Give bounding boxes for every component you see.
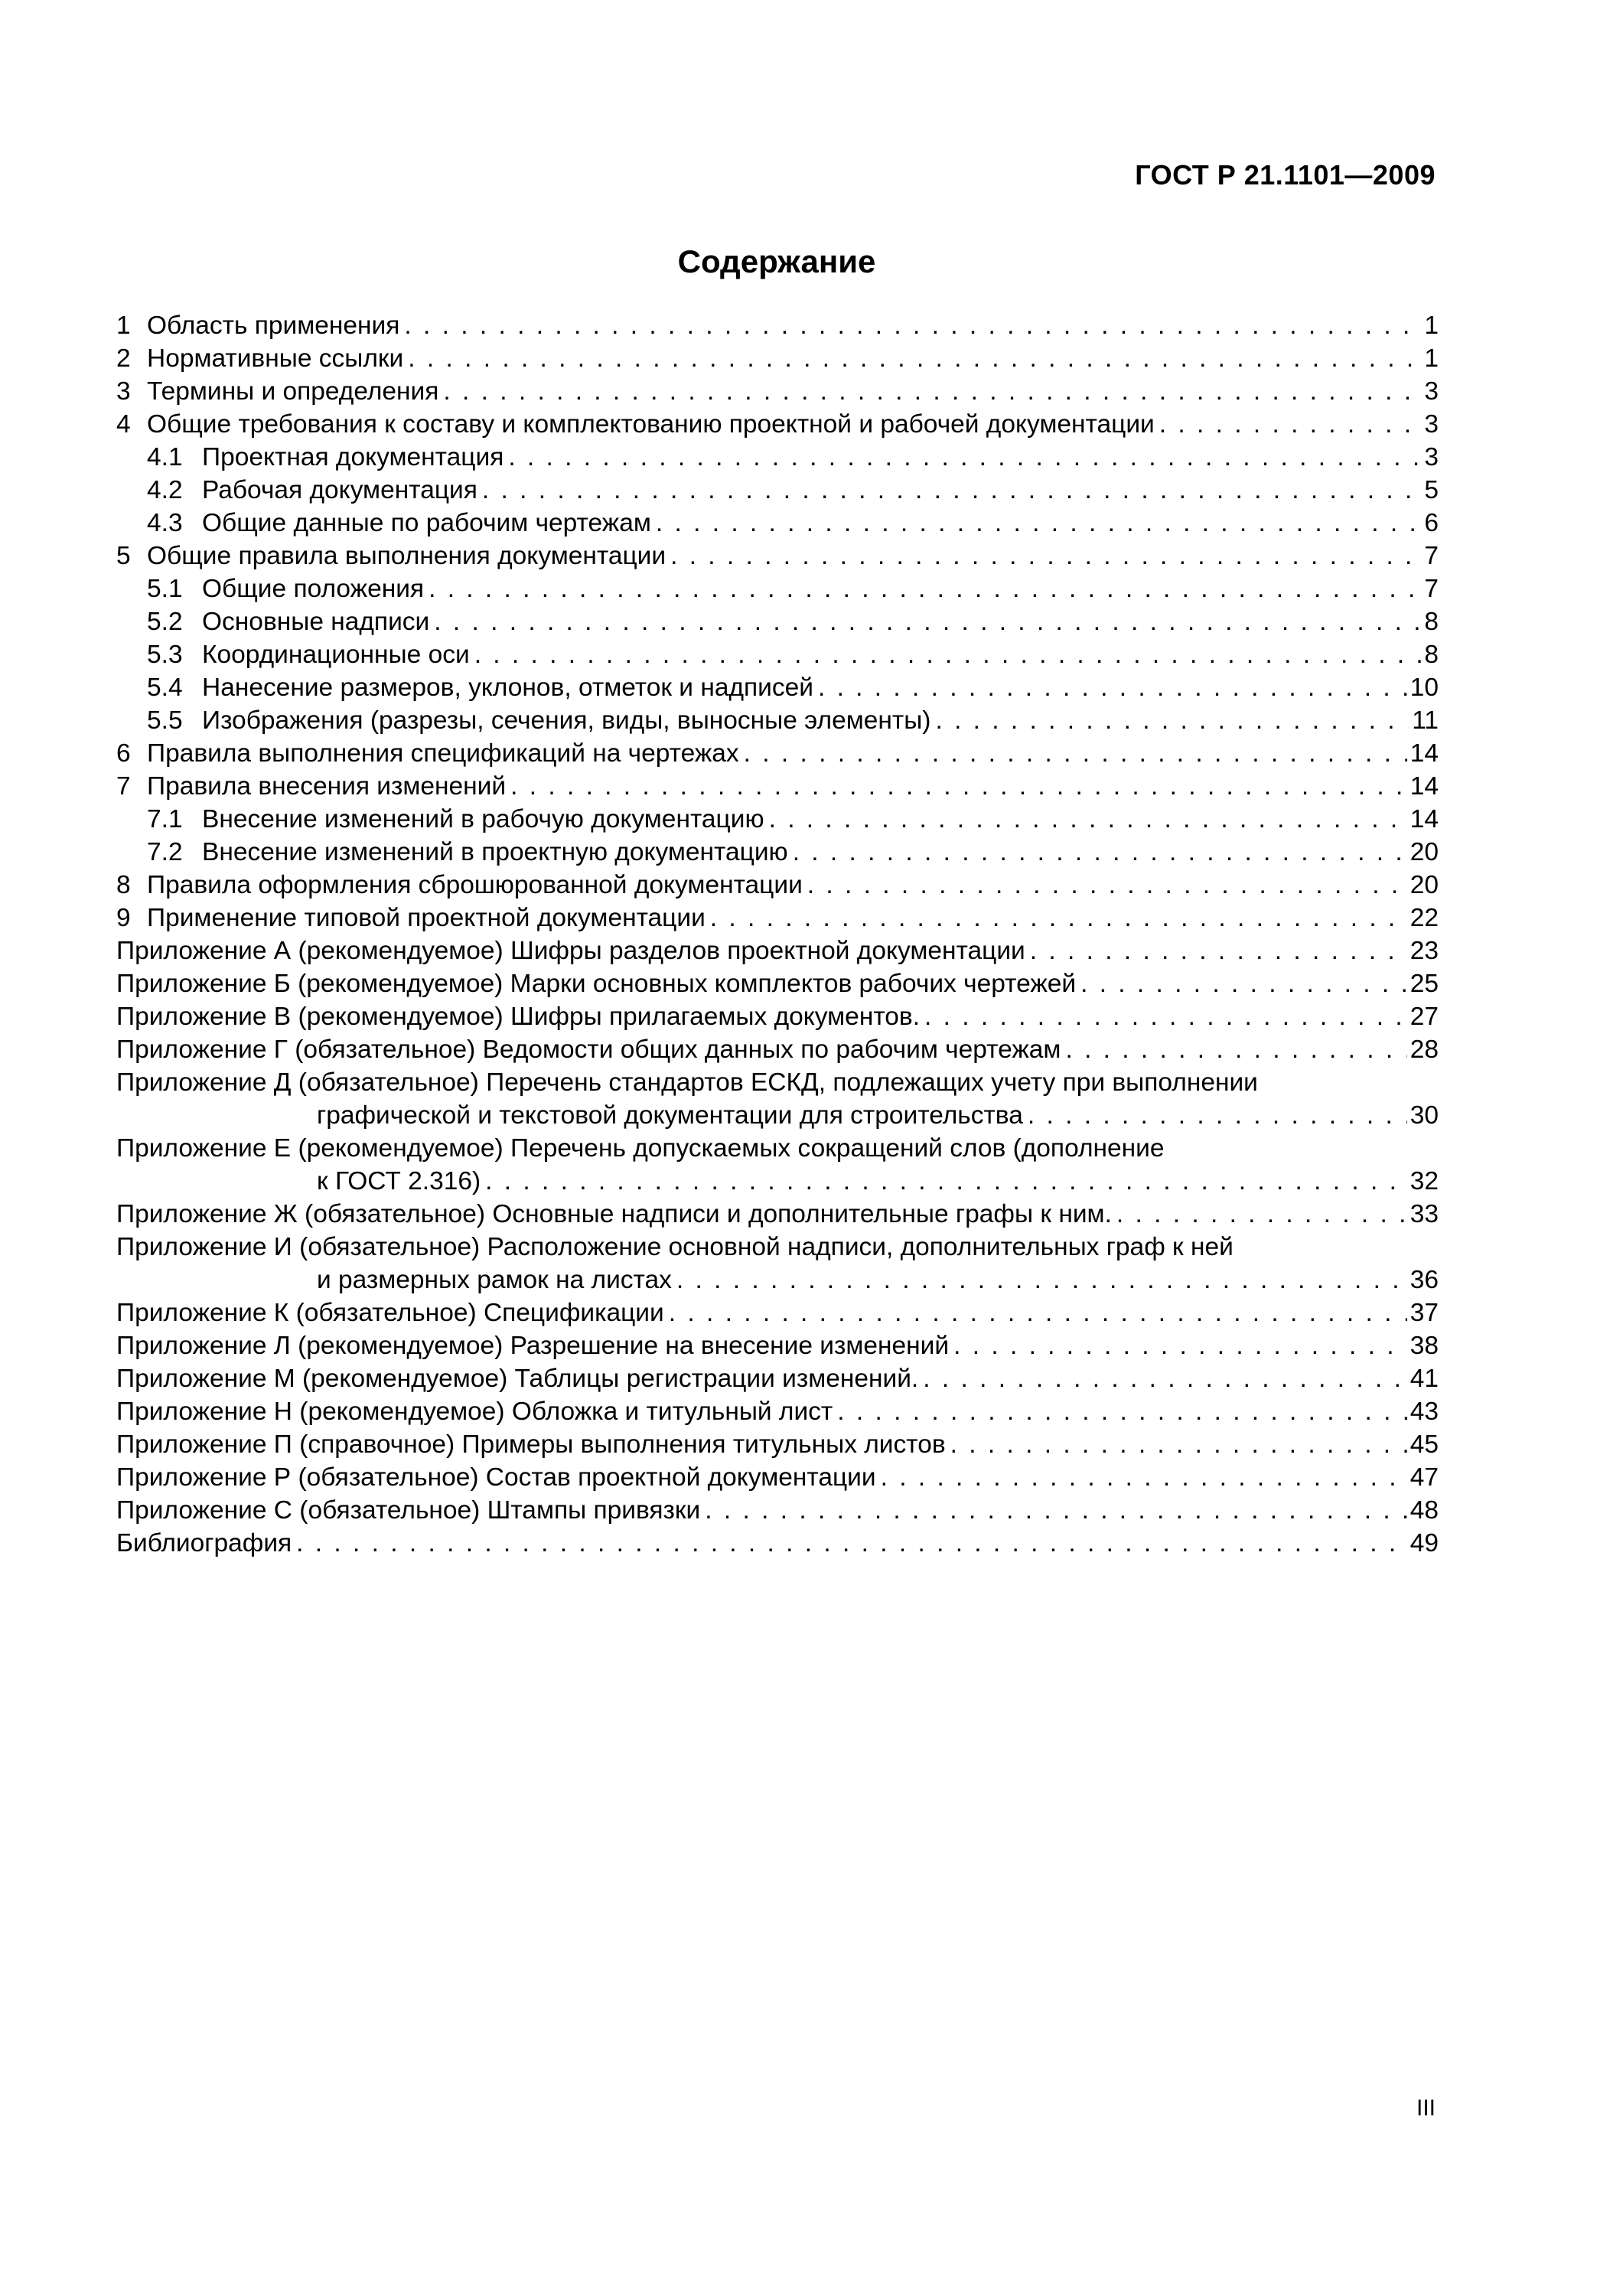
toc-entry-title: Приложение Ж (обязательное) Основные надписи и дополнительные графы к ним.	[116, 1200, 1112, 1228]
toc-entry-number: 9	[116, 904, 131, 932]
toc-entry-line	[116, 1033, 1439, 1066]
toc-entry-title: Область применения	[147, 311, 400, 340]
page-number: III	[1416, 2095, 1436, 2121]
toc-entry-title: Применение типовой проектной документации	[147, 904, 706, 932]
toc-entry-line	[116, 1198, 1439, 1231]
toc-entry-page: 1	[1424, 344, 1439, 373]
toc-entry-number: 2	[116, 344, 131, 373]
toc-leader-dots	[949, 1329, 1407, 1362]
toc-entry	[116, 605, 1439, 638]
toc-entry-title: Внесение изменений в рабочую документацию	[202, 805, 764, 833]
toc-leader-dots	[666, 540, 1421, 572]
toc-entry-title: Приложение К (обязательное) Спецификации	[116, 1299, 664, 1327]
toc-entry-line	[116, 967, 1439, 1000]
toc-leader-dots	[506, 770, 1407, 803]
toc-entry-page: 30	[1410, 1101, 1439, 1130]
toc-leader-dots	[803, 869, 1407, 902]
toc-entry-line	[116, 1362, 1439, 1395]
toc-entry-number: 6	[116, 739, 131, 768]
toc-entry-page: 3	[1424, 443, 1439, 471]
toc-entry-line	[116, 540, 1439, 572]
toc-entry	[116, 474, 1439, 507]
toc-entry	[116, 572, 1439, 605]
toc-entry-line	[116, 1066, 1439, 1099]
toc-entry	[116, 375, 1439, 408]
toc-entry-title-cont: и размерных рамок на листах	[317, 1266, 672, 1294]
toc-entry-line	[116, 1428, 1439, 1461]
toc-entry-line	[116, 902, 1439, 934]
toc-entry-title: Приложение Л (рекомендуемое) Разрешение на внесение изменений	[116, 1332, 950, 1360]
toc-entry-continuation	[116, 1099, 1439, 1132]
toc-leader-dots	[429, 605, 1421, 638]
toc-leader-dots	[1076, 967, 1407, 1000]
toc-entry	[116, 342, 1439, 375]
toc-entry-line	[116, 441, 1439, 474]
toc-entry-number: 5.4	[147, 673, 183, 702]
toc-entry-page: 23	[1410, 937, 1439, 965]
toc-entry	[116, 1231, 1439, 1296]
toc-entry-page: 10	[1410, 673, 1439, 702]
toc-leader-dots	[764, 803, 1407, 836]
toc-entry-line	[116, 1461, 1439, 1494]
toc-entry-title: Общие положения	[202, 575, 425, 603]
toc-entry	[116, 737, 1439, 770]
toc-entry	[116, 1000, 1439, 1033]
toc-entry	[116, 671, 1439, 704]
toc-entry-title: Приложение П (справочное) Примеры выполнения титульных листов	[116, 1430, 946, 1459]
toc-entry	[116, 902, 1439, 934]
toc-leader-dots	[833, 1395, 1406, 1428]
toc-entry-page: 8	[1424, 641, 1439, 669]
toc-leader-dots	[1112, 1198, 1407, 1231]
toc-entry-line	[116, 1494, 1439, 1527]
toc-entry-page: 20	[1410, 871, 1439, 899]
toc-entry-page: 8	[1424, 608, 1439, 636]
toc-leader-dots	[918, 1362, 1407, 1395]
toc-entry-page: 33	[1410, 1200, 1439, 1228]
toc-entry-number: 1	[116, 311, 131, 340]
toc-entry-page: 7	[1424, 575, 1439, 603]
toc-entry-page: 11	[1412, 706, 1439, 735]
toc-entry-title-cont: графической и текстовой документации для строительства	[317, 1101, 1023, 1130]
toc-entry-page: 1	[1424, 311, 1439, 340]
toc-entry-title-cont: к ГОСТ 2.316)	[317, 1167, 481, 1195]
toc-leader-dots	[920, 1000, 1407, 1033]
toc-entry-title: Рабочая документация	[202, 476, 477, 504]
toc-entry-number: 5.5	[147, 706, 183, 735]
toc-entry-title: Приложение Д (обязательное) Перечень стандартов ЕСКД, подлежащих учету при выполнении	[116, 1068, 1258, 1097]
toc-entry-page: 14	[1410, 772, 1439, 801]
toc-entry-page: 22	[1410, 904, 1439, 932]
toc-entry-title: Приложение Г (обязательное) Ведомости общих данных по рабочим чертежам	[116, 1035, 1061, 1064]
toc-leader-dots	[504, 441, 1421, 474]
toc-entry-title: Библиография	[116, 1529, 292, 1557]
toc-entry-page: 41	[1410, 1365, 1439, 1393]
toc-entry-title: Нормативные ссылки	[147, 344, 404, 373]
toc-entry-title: Приложение И (обязательное) Расположение основной надписи, дополнительных граф к ней	[116, 1233, 1234, 1261]
toc-entry	[116, 869, 1439, 902]
toc-entry	[116, 1198, 1439, 1231]
toc-entry-line	[116, 704, 1439, 737]
toc-entry-page: 43	[1410, 1397, 1439, 1426]
toc-entry	[116, 309, 1439, 342]
toc-entry	[116, 770, 1439, 803]
toc-entry-page: 28	[1410, 1035, 1439, 1064]
toc-entry	[116, 1527, 1439, 1560]
toc-entry-title: Правила выполнения спецификаций на чертежах	[147, 739, 739, 768]
document-code: ГОСТ Р 21.1101—2009	[1135, 159, 1436, 191]
toc-entry-line	[116, 375, 1439, 408]
toc-entry-page: 36	[1410, 1266, 1439, 1294]
toc-entry	[116, 1132, 1439, 1198]
toc-entry-number: 4.3	[147, 509, 183, 537]
toc-leader-dots	[651, 507, 1422, 540]
toc-entry-line	[116, 1395, 1439, 1428]
toc-leader-dots	[788, 836, 1407, 869]
toc-entry-line	[116, 1527, 1439, 1560]
toc-entry-title: Приложение Н (рекомендуемое) Обложка и титульный лист	[116, 1397, 833, 1426]
toc-entry-page: 48	[1410, 1496, 1439, 1525]
table-of-contents	[116, 309, 1439, 1560]
toc-entry-title: Приложение Б (рекомендуемое) Марки основных комплектов рабочих чертежей	[116, 970, 1077, 998]
toc-entry-title: Правила оформления сброшюрованной документации	[147, 871, 803, 899]
toc-entry	[116, 1066, 1439, 1132]
toc-entry-number: 8	[116, 871, 131, 899]
toc-leader-dots	[946, 1428, 1407, 1461]
toc-entry-line	[116, 572, 1439, 605]
toc-entry-title: Общие требования к составу и комплектованию проектной и рабочей документации	[147, 410, 1155, 439]
toc-entry	[116, 441, 1439, 474]
toc-entry-title: Основные надписи	[202, 608, 430, 636]
toc-entry	[116, 803, 1439, 836]
toc-entry-number: 4.2	[147, 476, 183, 504]
toc-entry-line	[116, 408, 1439, 441]
toc-entry-page: 3	[1424, 377, 1439, 406]
toc-leader-dots	[1061, 1033, 1406, 1066]
toc-entry	[116, 1329, 1439, 1362]
toc-entry-number: 5.3	[147, 641, 183, 669]
toc-leader-dots	[1155, 408, 1422, 441]
toc-leader-dots	[403, 342, 1421, 375]
toc-entry	[116, 638, 1439, 671]
toc-entry-page: 45	[1410, 1430, 1439, 1459]
toc-entry	[116, 540, 1439, 572]
toc-leader-dots	[700, 1494, 1406, 1527]
toc-entry-line	[116, 1231, 1439, 1264]
toc-entry	[116, 967, 1439, 1000]
toc-entry	[116, 1461, 1439, 1494]
toc-entry	[116, 408, 1439, 441]
toc-entry-page: 5	[1424, 476, 1439, 504]
toc-leader-dots	[706, 902, 1407, 934]
toc-entry-number: 5.1	[147, 575, 183, 603]
toc-entry-line	[116, 737, 1439, 770]
toc-leader-dots	[424, 572, 1421, 605]
toc-entry-title: Правила внесения изменений	[147, 772, 507, 801]
toc-entry-title: Приложение А (рекомендуемое) Шифры разделов проектной документации	[116, 937, 1025, 965]
toc-entry-page: 14	[1410, 739, 1439, 768]
toc-entry-page: 25	[1410, 970, 1439, 998]
toc-leader-dots	[813, 671, 1407, 704]
toc-leader-dots	[399, 309, 1421, 342]
toc-entry-title: Координационные оси	[202, 641, 470, 669]
toc-entry	[116, 934, 1439, 967]
toc-entry-number: 4.1	[147, 443, 183, 471]
toc-entry-line	[116, 770, 1439, 803]
toc-leader-dots	[1023, 1099, 1407, 1132]
toc-entry-number: 4	[116, 410, 131, 439]
toc-entry-page: 20	[1410, 838, 1439, 866]
toc-entry-page: 38	[1410, 1332, 1439, 1360]
toc-entry-title: Общие правила выполнения документации	[147, 542, 666, 570]
toc-entry-line	[116, 605, 1439, 638]
toc-entry-number: 7	[116, 772, 131, 801]
toc-entry-line	[116, 934, 1439, 967]
toc-entry-line	[116, 1296, 1439, 1329]
toc-entry	[116, 1428, 1439, 1461]
toc-entry-title: Изображения (разрезы, сечения, виды, выносные элементы)	[202, 706, 931, 735]
toc-entry-title: Внесение изменений в проектную документацию	[202, 838, 788, 866]
toc-leader-dots	[292, 1527, 1407, 1560]
toc-entry-number: 5	[116, 542, 131, 570]
toc-title: Содержание	[677, 243, 876, 279]
toc-entry	[116, 1494, 1439, 1527]
toc-entry-title: Общие данные по рабочим чертежам	[202, 509, 651, 537]
toc-leader-dots	[672, 1264, 1407, 1296]
toc-entry-page: 32	[1410, 1167, 1439, 1195]
toc-entry	[116, 1362, 1439, 1395]
toc-leader-dots	[664, 1296, 1407, 1329]
toc-entry-line	[116, 1132, 1439, 1165]
toc-entry-title: Приложение Р (обязательное) Состав проектной документации	[116, 1463, 876, 1492]
toc-entry-page: 37	[1410, 1299, 1439, 1327]
toc-entry	[116, 507, 1439, 540]
toc-entry-line	[116, 638, 1439, 671]
toc-entry-title: Термины и определения	[147, 377, 439, 406]
toc-entry-line	[116, 1000, 1439, 1033]
toc-entry	[116, 704, 1439, 737]
toc-entry	[116, 1395, 1439, 1428]
toc-entry-page: 14	[1410, 805, 1439, 833]
toc-entry-line	[116, 803, 1439, 836]
toc-entry	[116, 1033, 1439, 1066]
toc-entry-line	[116, 836, 1439, 869]
toc-entry-title: Приложение В (рекомендуемое) Шифры прилагаемых документов.	[116, 1003, 921, 1031]
toc-entry-page: 3	[1424, 410, 1439, 439]
toc-leader-dots	[477, 474, 1421, 507]
toc-entry-title: Нанесение размеров, уклонов, отметок и надписей	[202, 673, 813, 702]
toc-leader-dots	[481, 1165, 1407, 1198]
toc-entry-line	[116, 507, 1439, 540]
toc-leader-dots	[470, 638, 1422, 671]
toc-entry-title: Приложение Е (рекомендуемое) Перечень допускаемых сокращений слов (дополнение	[116, 1134, 1165, 1163]
toc-entry-page: 7	[1424, 542, 1439, 570]
toc-entry-page: 47	[1410, 1463, 1439, 1492]
toc-leader-dots	[1025, 934, 1407, 967]
toc-entry-page: 6	[1424, 509, 1439, 537]
toc-entry-number: 5.2	[147, 608, 183, 636]
toc-entry-page: 49	[1410, 1529, 1439, 1557]
toc-entry-page: 27	[1410, 1003, 1439, 1031]
toc-entry-title: Проектная документация	[202, 443, 504, 471]
toc-entry-line	[116, 309, 1439, 342]
toc-entry-line	[116, 1329, 1439, 1362]
toc-leader-dots	[739, 737, 1407, 770]
toc-entry	[116, 1296, 1439, 1329]
toc-entry-number: 7.2	[147, 838, 183, 866]
toc-leader-dots	[438, 375, 1421, 408]
toc-entry-continuation	[116, 1165, 1439, 1198]
toc-leader-dots	[876, 1461, 1407, 1494]
toc-entry	[116, 836, 1439, 869]
toc-entry-number: 7.1	[147, 805, 183, 833]
toc-entry-line	[116, 671, 1439, 704]
toc-entry-line	[116, 869, 1439, 902]
toc-leader-dots	[930, 704, 1409, 737]
toc-entry-line	[116, 342, 1439, 375]
toc-entry-continuation	[116, 1264, 1439, 1296]
toc-entry-line	[116, 474, 1439, 507]
toc-entry-title: Приложение М (рекомендуемое) Таблицы регистрации изменений.	[116, 1365, 919, 1393]
toc-entry-title: Приложение С (обязательное) Штампы привязки	[116, 1496, 701, 1525]
toc-entry-number: 3	[116, 377, 131, 406]
